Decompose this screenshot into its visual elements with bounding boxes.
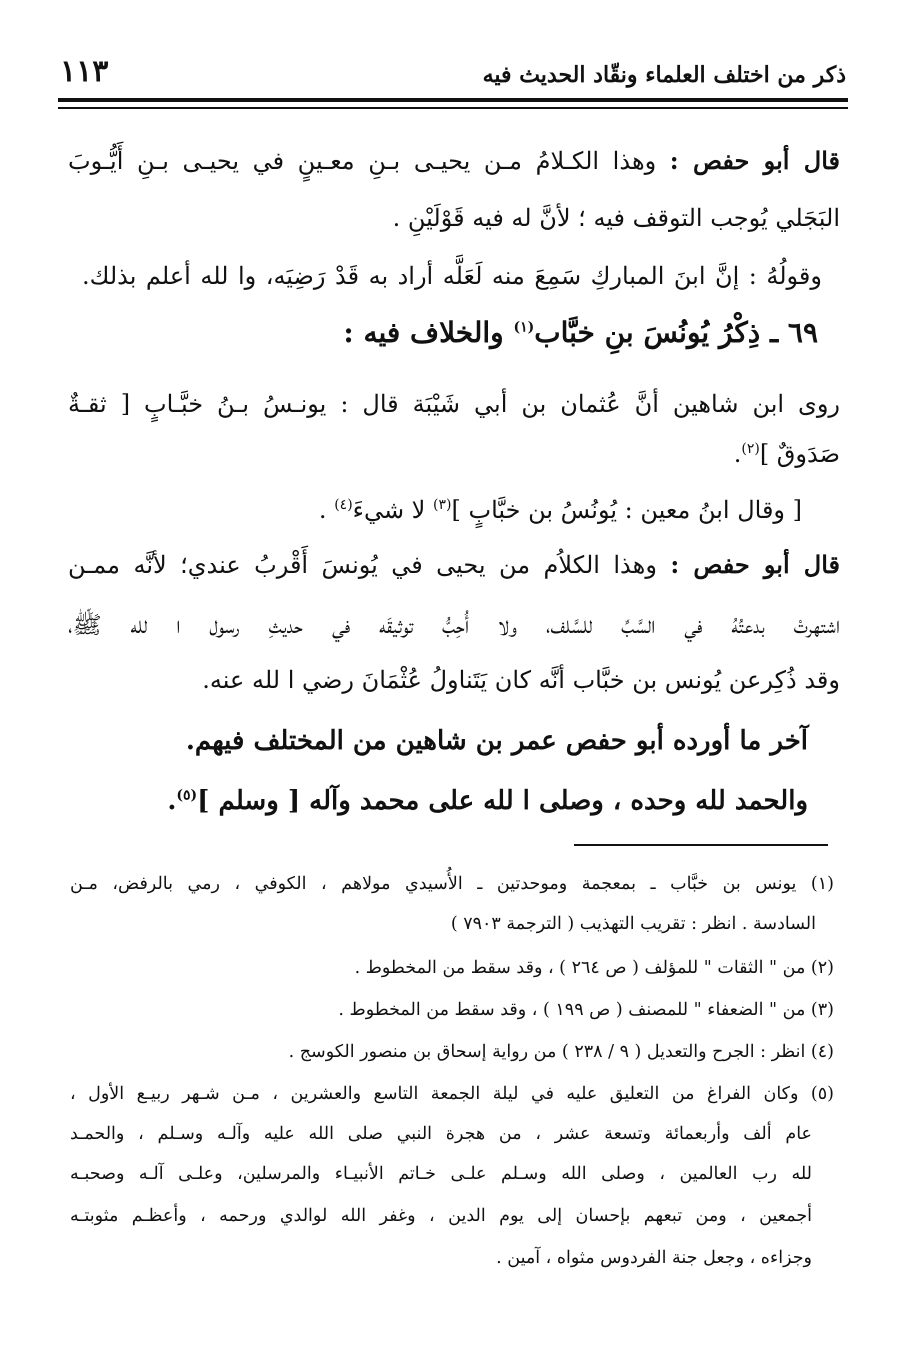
- body-text: لا شيءَ: [352, 496, 426, 524]
- paragraph-3-line-2: صَدَوقٌ ]$^{(٢)}$.: [733, 440, 840, 468]
- paragraph-5-line-3: وقد ذُكِرعن يُونس بن خبَّاب أنَّه كان يَتَناولُ عُثْمَانَ رضي ا لله عنه.: [202, 666, 840, 694]
- body-text: [ وقال ابنُ معين : يُونُسُ بن خبَّابٍ ]: [451, 496, 802, 524]
- paragraph-5-line-1: [68, 550, 840, 579]
- paragraph-3-line-1: روى ابن شاهين أنَّ عُثمان بن أبي شَيْبَة قال : يونـسُ بـنُ خبَّـابٍ [ ثقـةٌ: [68, 390, 840, 418]
- footnote-5-line-3: لله رب العالمين ، وصلى الله وسـلم علـى خـاتم الأنبيـاء والمرسلين، وعلـى آلـه وصحبـه: [70, 1164, 812, 1184]
- header-rule-thick: [58, 98, 848, 102]
- paragraph-2-line-1: وقولُهُ : إنَّ ابنَ المباركِ سَمِعَ منه لَعَلَّه أراد به قَدْ رَضِيَه، وا لله أعلم بذلك.: [82, 262, 822, 290]
- section-heading: [343, 316, 818, 349]
- footnote-4: (٤) انظر : الجرح والتعديل ( ٩ / ٢٣٨ ) من رواية إسحاق بن منصور الكوسج .: [288, 1042, 834, 1062]
- footnote-ref: (٢): [741, 441, 760, 457]
- footnote-ref: (١): [513, 319, 535, 336]
- body-text: وهذا الكـلامُ مـن يحيـى بـنِ معـينٍ في يحيـى بـنِ أَيُّـوبَ: [68, 147, 657, 175]
- footnote-ref: (٣): [433, 497, 452, 513]
- paragraph-1-line-1: [68, 146, 840, 175]
- footnote-separator: [574, 844, 828, 846]
- paragraph-1-line-2: البَجَلي يُوجب التوقف فيه ؛ لأنَّ له فيه قَوْلَيْنِ .: [392, 204, 840, 232]
- footnote-5-line-4: أجمعين ، ومن تبعهم بإحسان إلى يوم الدين ، وغفر الله لوالدي ورحمه ، وأعظـم مثوبتـه: [70, 1206, 812, 1226]
- header-rule-thin: [58, 107, 848, 109]
- closing-line-2: والحمد لله وحده ، وصلى ا لله على محمد وآله [ وسلم ]$^{(٥)}$.: [167, 786, 808, 816]
- footnote-5-line-5: وجزاءه ، وجعل جنة الفردوس مثواه ، آمين .: [496, 1248, 812, 1268]
- body-text: وهذا الكلاُم من يحيى في يُونسَ أَقْربُ عندي؛ لأنَّه ممـن: [68, 551, 657, 579]
- running-title: ذكر من اختلف العلماء ونقّاد الحديث فيه: [482, 62, 846, 88]
- body-text: صَدَوقٌ ]: [759, 440, 840, 468]
- page-number: ١١٣: [60, 54, 109, 89]
- paragraph-5-line-2: اشتهرتْ بدعتُهُ في السَّبِّ للسَّلف، ولا أُحِبُّ توثيقَه في حديثِ رسول ا لله ﷺ،: [68, 611, 840, 639]
- speaker-label: قال أبو حفص :: [670, 550, 840, 579]
- paragraph-4-line-1: [ وقال ابنُ معين : يُونُسُ بن خبَّابٍ ]$^{(٣)}$ لا شيءَ$^{(٤)}$ .: [318, 496, 802, 524]
- heading-tail: والخلاف فيه :: [343, 316, 504, 349]
- footnote-2: (٢) من " الثقات " للمؤلف ( ص ٢٦٤ ) ، وقد سقط من المخطوط .: [354, 958, 834, 978]
- footnote-ref: (٥): [176, 787, 198, 804]
- heading-title: ٦٩ ـ ذِكْرُ يُونُسَ بنِ خبَّاب: [534, 316, 818, 349]
- closing-line-1: آخر ما أورده أبو حفص عمر بن شاهين من المختلف فيهم.: [185, 726, 808, 756]
- footnote-5-line-2: عام ألف وأربعمائة وتسعة عشر ، من هجرة النبي صلى الله عليه وآلـه وسـلم ، والحمـد: [70, 1124, 812, 1144]
- speaker-label: قال أبو حفص :: [669, 146, 840, 175]
- closing-text: والحمد لله وحده ، وصلى ا لله على محمد وآله [ وسلم ]: [197, 786, 808, 816]
- footnote-1-line-2: السادسة . انظر : تقريب التهذيب ( الترجمة ٧٩٠٣ ): [450, 914, 816, 934]
- footnote-3: (٣) من " الضعفاء " للمصنف ( ص ١٩٩ ) ، وقد سقط من المخطوط .: [338, 1000, 834, 1020]
- footnote-1-line-1: (١) يونس بن خبَّاب ـ بمعجمة وموحدتين ـ الأُسيدي مولاهم ، الكوفي ، رمي بالرفض، مـن: [70, 874, 834, 894]
- footnote-ref: (٤): [334, 497, 353, 513]
- footnote-5-line-1: (٥) وكان الفراغ من التعليق عليه في ليلة الجمعة التاسع والعشرين ، مـن شـهر ربيـع الأول ،: [70, 1084, 834, 1104]
